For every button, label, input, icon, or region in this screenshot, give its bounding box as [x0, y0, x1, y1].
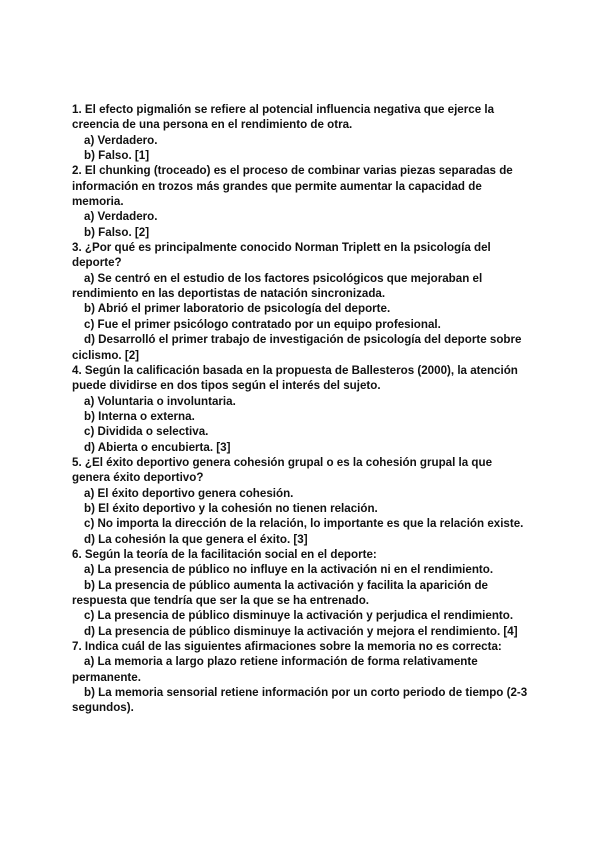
- question-4-option-b: b) Interna o externa.: [84, 409, 195, 423]
- question-6-option-b: b) La presencia de público aumenta la activación y facilita la aparición de respuesta que tendría que ser la que se ha entrenado.: [72, 578, 488, 607]
- question-3-option-d: d) Desarrolló el primer trabajo de investigación de psicología del deporte sobre ciclismo. [2]: [72, 333, 522, 362]
- question-7-option-a: a) La memoria a largo plazo retiene información de forma relativamente permanente.: [72, 655, 478, 684]
- question-6-option-a: a) La presencia de público no influye en la activación ni en el rendimiento.: [84, 563, 494, 577]
- question-5-option-c: c) No importa la dirección de la relación, lo importante es que la relación existe.: [84, 517, 524, 531]
- question-5-option-b: b) El éxito deportivo y la cohesión no tienen relación.: [84, 501, 378, 515]
- question-6-stem: 6. Según la teoría de la facilitación social en el deporte:: [72, 547, 377, 561]
- question-5-stem: 5. ¿El éxito deportivo genera cohesión grupal o es la cohesión grupal la que genera éxito deportivo?: [72, 455, 493, 485]
- question-6-option-d: d) La presencia de público disminuye la activación y mejora el rendimiento. [4]: [84, 624, 518, 638]
- question-4-stem: 4. Según la calificación basada en la propuesta de Ballesteros (2000), la atención puede dividirse en dos tipos según el interés del sujeto.: [72, 363, 518, 393]
- question-2-option-a: a) Verdadero.: [84, 210, 158, 224]
- question-3-option-a: a) Se centró en el estudio de los factores psicológicos que mejoraban el rendimiento en las deportistas de natación sincronizada.: [72, 271, 483, 301]
- question-7-stem: 7. Indica cuál de las siguientes afirmaciones sobre la memoria no es correcta:: [72, 640, 502, 654]
- question-5-option-a: a) El éxito deportivo genera cohesión.: [84, 486, 294, 500]
- question-1-option-a: a) Verdadero.: [84, 133, 158, 147]
- question-2-option-b: b) Falso. [2]: [84, 225, 150, 239]
- question-3-option-c: c) Fue el primer psicólogo contratado por un equipo profesional.: [84, 317, 441, 331]
- question-list: [72, 102, 532, 716]
- question-1-option-b: b) Falso. [1]: [84, 149, 150, 163]
- question-2-stem: 2. El chunking (troceado) es el proceso de combinar varias piezas separadas de información en trozos más grandes que permite aumentar la capacidad de memoria.: [72, 164, 513, 209]
- question-4-option-c: c) Dividida o selectiva.: [84, 425, 209, 439]
- question-6-option-c: c) La presencia de público disminuye la activación y perjudica el rendimiento.: [84, 609, 514, 623]
- question-3-option-b: b) Abrió el primer laboratorio de psicología del deporte.: [84, 302, 391, 316]
- question-5-option-d: d) La cohesión la que genera el éxito. [3]: [84, 532, 308, 546]
- question-1-stem: 1. El efecto pigmalión se refiere al potencial influencia negativa que ejerce la creencia de una persona en el rendimiento de otra.: [72, 103, 495, 132]
- question-4-option-a: a) Voluntaria o involuntaria.: [84, 394, 236, 408]
- question-4-option-d: d) Abierta o encubierta. [3]: [84, 440, 231, 454]
- question-3-stem: 3. ¿Por qué es principalmente conocido Norman Triplett en la psicología del deporte?: [72, 241, 491, 270]
- question-7-option-b: b) La memoria sensorial retiene información por un corto periodo de tiempo (2-3 segundos).: [72, 686, 528, 715]
